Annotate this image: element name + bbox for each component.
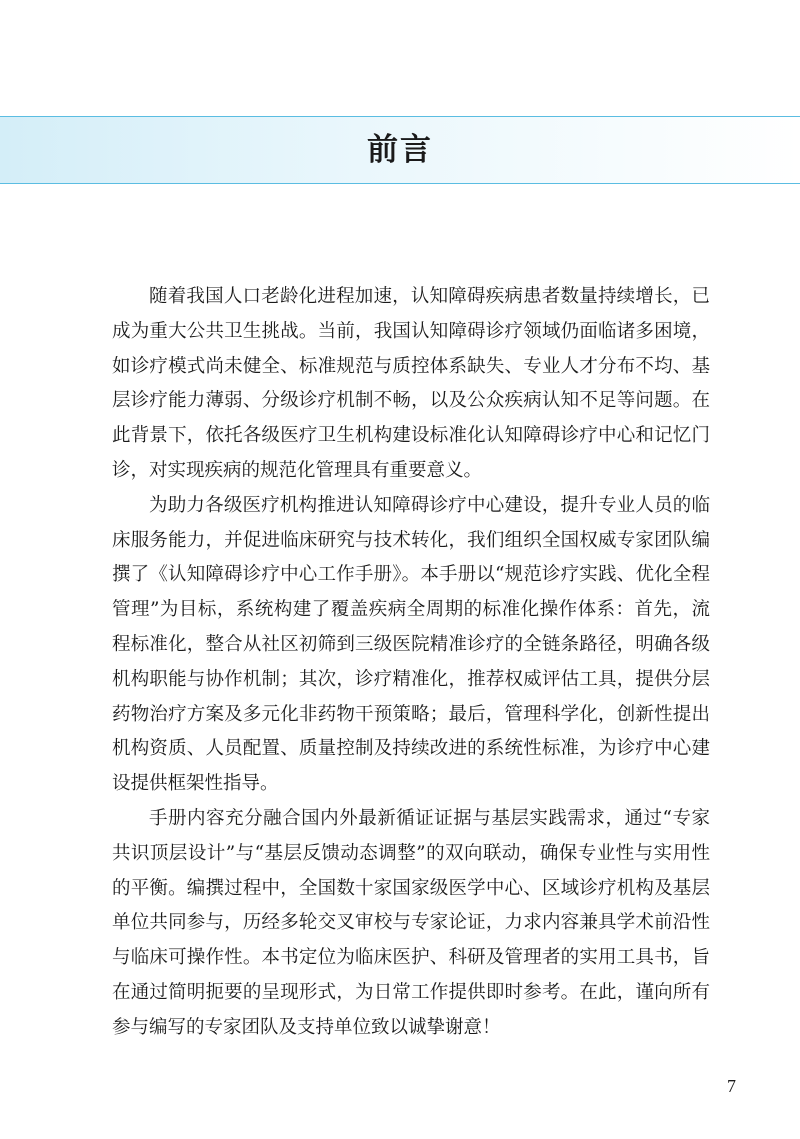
paragraph: 手册内容充分融合国内外最新循证证据与基层实践需求，通过“专家共识顶层设计”与“基层反馈动态调整”的双向联动，确保专业性与实用性的平衡。编撰过程中，全国数十家国家级医学中心、区域诊疗机构及基层单位共同参与，历经多轮交叉审校与专家论证，力求内容兼具学术前沿性与临床可操作性。本书定位为临床医护、科研及管理者的实用工具书，旨在通过简明扼要的呈现形式，为日常工作提供即时参考。在此，谨向所有参与编写的专家团队及支持单位致以诚挚谢意！ bbox=[112, 807, 710, 1038]
preface-body bbox=[112, 280, 710, 1046]
title-band bbox=[0, 116, 800, 184]
paragraph: 随着我国人口老龄化进程加速，认知障碍疾病患者数量持续增长，已成为重大公共卫生挑战。当前，我国认知障碍诊疗领域仍面临诸多困境，如诊疗模式尚未健全、标准规范与质控体系缺失、专业人才分布不均、基层诊疗能力薄弱、分级诊疗机制不畅，以及公众疾病认知不足等问题。在此背景下，依托各级医疗卫生机构建设标准化认知障碍诊疗中心和记忆门诊，对实现疾病的规范化管理具有重要意义。 bbox=[112, 286, 710, 481]
page-title: 前言 bbox=[367, 132, 433, 168]
paragraph: 为助力各级医疗机构推进认知障碍诊疗中心建设，提升专业人员的临床服务能力，并促进临床研究与技术转化，我们组织全国权威专家团队编撰了《认知障碍诊疗中心工作手册》。本手册以“规范诊疗实践、优化全程管理”为目标，系统构建了覆盖疾病全周期的标准化操作体系：首先，流程标准化，整合从社区初筛到三级医院精准诊疗的全链条路径，明确各级机构职能与协作机制；其次，诊疗精准化，推荐权威评估工具，提供分层药物治疗方案及多元化非药物干预策略；最后，管理科学化，创新性提出机构资质、人员配置、质量控制及持续改进的系统性标准，为诊疗中心建设提供框架性指导。 bbox=[112, 494, 710, 795]
page-number: 7 bbox=[727, 1076, 736, 1096]
